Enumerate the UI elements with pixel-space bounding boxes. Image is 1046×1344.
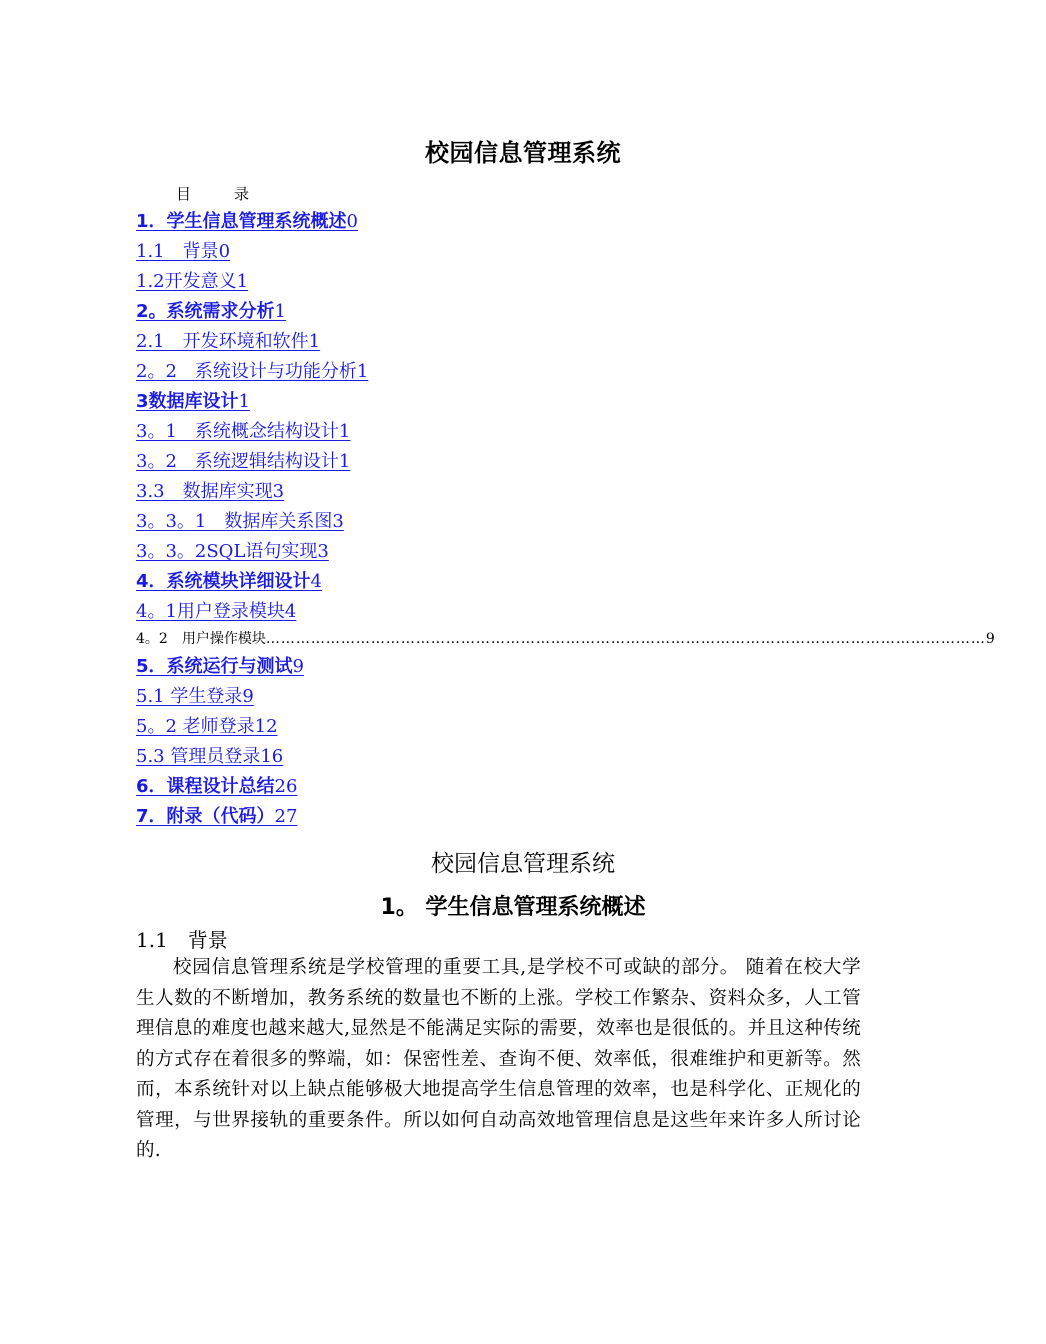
toc-link[interactable] (136, 652, 836, 682)
toc-page-number: 4 (310, 571, 322, 592)
toc-link-label: 2。系统需求分析 (136, 301, 275, 322)
toc-page-number: 1 (236, 271, 249, 292)
toc-link[interactable] (136, 327, 836, 357)
toc-page-number: 9 (292, 656, 304, 677)
toc-link[interactable] (136, 237, 836, 267)
toc-link[interactable] (136, 417, 836, 447)
toc-heading: 目 录 (176, 185, 264, 203)
toc-page-number: 1 (274, 301, 286, 322)
toc-link-label: 5.1 学生登录 (136, 686, 243, 707)
toc-page-number: 1 (356, 361, 369, 382)
toc-page-number: 0 (218, 241, 231, 262)
toc-page-number: 4 (284, 601, 297, 622)
toc-link-label: 3。2 系统逻辑结构设计 (136, 451, 339, 472)
toc-link[interactable] (136, 297, 836, 327)
section-title: 校园信息管理系统 (431, 851, 615, 877)
toc-page-number: 26 (274, 776, 298, 797)
toc-link-label: 1．学生信息管理系统概述 (136, 211, 347, 232)
toc-link-label: 3。3。1 数据库关系图 (136, 511, 333, 532)
toc-page-number: 1 (308, 331, 321, 352)
toc-page-number: 16 (260, 746, 284, 767)
toc-link-label: 7．附录（代码） (136, 806, 275, 827)
toc-link[interactable] (136, 357, 836, 387)
chapter-title: 1。 学生信息管理系统概述 (380, 895, 646, 920)
toc-link-label: 4．系统模块详细设计 (136, 571, 311, 592)
subsection-title: 1.1 背景 (136, 928, 228, 952)
toc-link-label: 4。1用户登录模块 (136, 601, 285, 622)
toc-link-label: 5．系统运行与测试 (136, 656, 293, 677)
toc-page-number: 1 (338, 421, 351, 442)
toc-leader-dots: ……………………………………………………………………………………………………………………………… (265, 631, 986, 647)
toc-link-label: 3。1 系统概念结构设计 (136, 421, 339, 442)
toc-page-number: 1 (338, 451, 351, 472)
toc-link[interactable] (136, 772, 836, 802)
toc-link[interactable] (136, 537, 836, 567)
toc-link[interactable] (136, 207, 836, 237)
toc-link[interactable] (136, 507, 836, 537)
toc-page-number: 3 (317, 541, 329, 562)
toc-link[interactable] (136, 267, 836, 297)
table-of-contents (136, 207, 995, 832)
toc-page-number: 3 (272, 481, 285, 502)
toc-link[interactable] (136, 447, 836, 477)
toc-page-number: 9 (985, 631, 995, 647)
toc-page-number: 3 (332, 511, 344, 532)
toc-link-label: 2。2 系统设计与功能分析 (136, 361, 357, 382)
toc-link[interactable] (136, 802, 836, 832)
toc-link[interactable] (136, 387, 836, 417)
toc-link-label: 6．课程设计总结 (136, 776, 275, 797)
toc-link[interactable] (136, 742, 836, 772)
toc-entry-plain (136, 627, 995, 652)
toc-link-label: 2.1 开发环境和软件 (136, 331, 309, 352)
body-paragraph: 校园信息管理系统是学校管理的重要工具,是学校不可或缺的部分。 随着在校大学生人数的不断增加，教务系统的数量也不断的上涨。学校工作繁杂、资料众多，人工管理信息的难度也越来越大,显然是不能满足实际的需要，效率也是很低的。并且这种传统的方式存在着很多的弊端，如：保密性差、查询不便、效率低，很难维护和更新等。然而，本系统针对以上缺点能够极大地提高学生信息管理的效率，也是科学化、正规化的管理，与世界接轨的重要条件。所以如何自动高效地管理信息是这些年来许多人所讨论的. (136, 957, 861, 1161)
toc-link[interactable] (136, 597, 836, 627)
toc-link-label: 5。2 老师登录 (136, 716, 255, 737)
toc-page-number: 27 (274, 806, 298, 827)
document-title: 校园信息管理系统 (425, 139, 621, 167)
toc-link-label: 1.2开发意义 (136, 271, 237, 292)
toc-page-number: 0 (346, 211, 358, 232)
toc-link[interactable] (136, 712, 836, 742)
toc-link-label: 1.1 背景 (136, 241, 219, 262)
toc-link[interactable] (136, 682, 836, 712)
toc-link-label: 3数据库设计 (136, 391, 239, 412)
toc-page-number: 9 (242, 686, 254, 707)
toc-link-label: 3。3。2SQL语句实现 (136, 541, 318, 562)
toc-link[interactable] (136, 567, 836, 597)
toc-link-label: 5.3 管理员登录 (136, 746, 261, 767)
toc-link[interactable] (136, 477, 836, 507)
toc-page-number: 1 (238, 391, 250, 412)
toc-link-label: 3.3 数据库实现 (136, 481, 273, 502)
toc-page-number: 12 (254, 716, 278, 737)
toc-entry-label: 4。2 用户操作模块 (136, 631, 266, 647)
